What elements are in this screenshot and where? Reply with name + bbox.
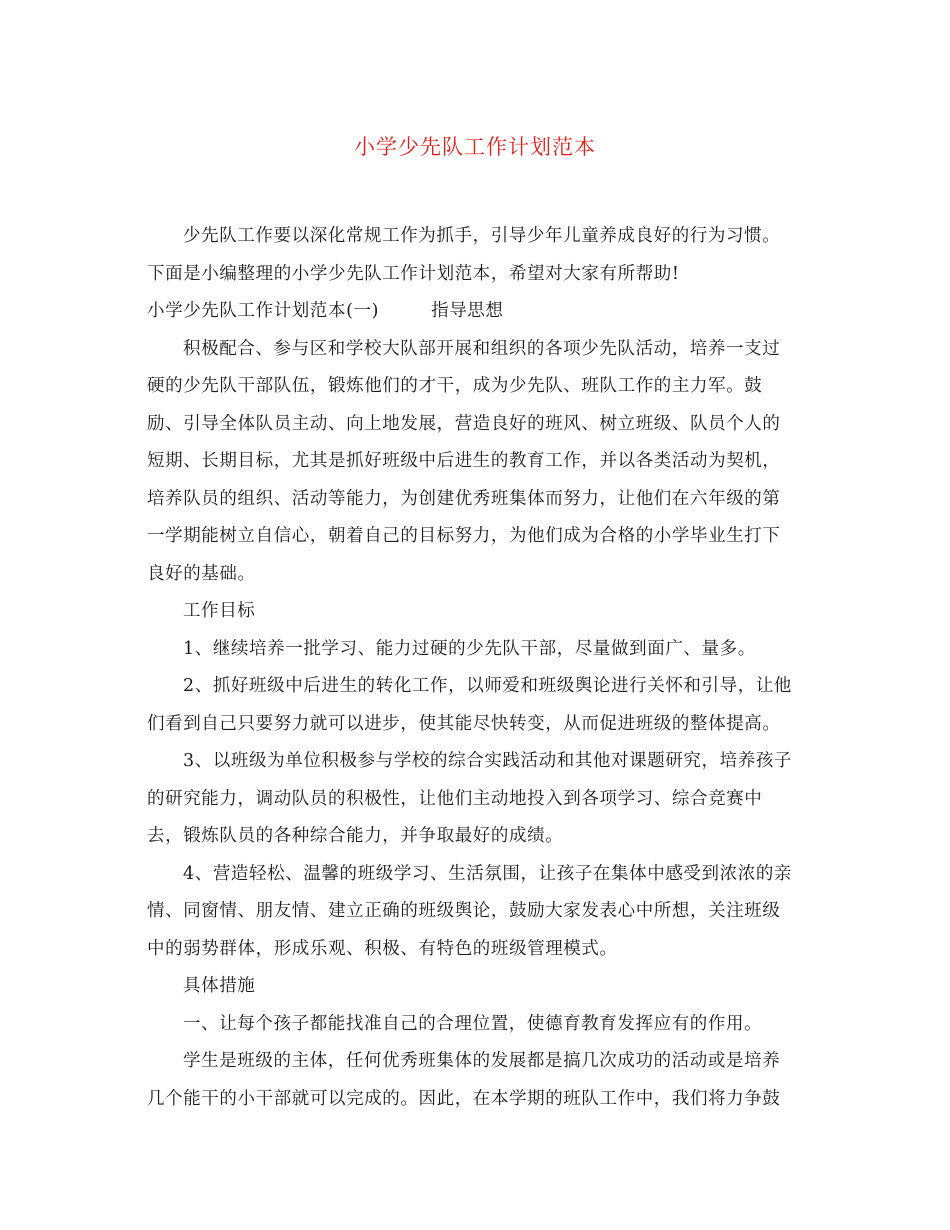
paragraph-line (147, 218, 812, 256)
line-text: 积极配合、参与区和学校大队部开展和组织的各项少先队活动，培养一支过 (183, 338, 781, 359)
paragraph-line (147, 556, 812, 594)
document-title: 小学少先队工作计划范本 (354, 135, 596, 159)
paragraph-line (147, 1081, 812, 1119)
line-text: 一学期能树立自信心，朝着自己的目标努力，为他们成为合格的小学毕业生打下 (147, 526, 781, 546)
line-text: 硬的少先队干部队伍，锻炼他们的才干，成为少先队、班队工作的主力军。鼓 (147, 376, 763, 396)
line-text: 2、抓好班级中后进生的转化工作，以师爱和班级舆论进行关怀和引导，让他 (183, 676, 793, 696)
paragraph-line (147, 518, 812, 556)
paragraph-line (147, 631, 812, 669)
paragraph-line (147, 781, 812, 819)
line-text: 4、营造轻松、温馨的班级学习、生活氛围，让孩子在集体中感受到浓浓的亲 (183, 863, 793, 884)
section-heading: 指导思想 (431, 301, 504, 321)
line-text: 短期、长期目标，尤其是抓好班级中后进生的教育工作，并以各类活动为契机， (147, 451, 781, 471)
line-text: 们看到自己只要努力就可以进步，使其能尽快转变，从而促进班级的整体提高。 (147, 713, 781, 734)
paragraph-line (147, 668, 812, 706)
paragraph-line (147, 856, 812, 894)
paragraph-line (147, 293, 812, 331)
line-text: 学生是班级的主体，任何优秀班集体的发展都是搞几次成功的活动或是培养 (183, 1051, 781, 1071)
paragraph-line (147, 706, 812, 744)
line-text: 去，锻炼队员的各种综合能力，并争取最好的成绩。 (147, 826, 564, 846)
paragraph-line (147, 331, 812, 369)
paragraph-line (147, 931, 812, 969)
line-text: 1、继续培养一批学习、能力过硬的少先队干部，尽量做到面广、量多。 (183, 638, 756, 659)
line-text: 小学少先队工作计划范本(一) (147, 301, 380, 321)
paragraph-line (147, 406, 812, 444)
line-text: 一、让每个孩子都能找准自己的合理位置，使德育教育发挥应有的作用。 (183, 1013, 763, 1034)
line-text: 具体措施 (183, 976, 256, 996)
line-text: 良好的基础。 (147, 563, 256, 584)
line-text: 励、引导全体队员主动、向上地发展，营造良好的班风、树立班级、队员个人的 (147, 413, 781, 434)
line-text: 3、以班级为单位积极参与学校的综合实践活动和其他对课题研究，培养孩子 (183, 751, 793, 771)
paragraph-line (147, 1043, 812, 1081)
line-text: 的研究能力，调动队员的积极性，让他们主动地投入到各项学习、综合竞赛中 (147, 788, 763, 809)
line-text: 情、同窗情、朋友情、建立正确的班级舆论，鼓励大家发表心中所想，关注班级 (147, 901, 781, 921)
line-text: 几个能干的小干部就可以完成的。因此，在本学期的班队工作中，我们将力争鼓 (147, 1088, 781, 1109)
line-text: 少先队工作要以深化常规工作为抓手，引导少年儿童养成良好的行为习惯。 (183, 226, 781, 246)
paragraph-line (147, 743, 812, 781)
line-text: 培养队员的组织、活动等能力，为创建优秀班集体而努力，让他们在六年级的第 (147, 488, 781, 509)
paragraph-line (147, 1006, 812, 1044)
paragraph-line (147, 368, 812, 406)
document-body (147, 218, 812, 1118)
line-text: 下面是小编整理的小学少先队工作计划范本，希望对大家有所帮助! (147, 263, 680, 284)
paragraph-line (147, 968, 812, 1006)
paragraph-line (147, 818, 812, 856)
line-text: 工作目标 (183, 601, 256, 621)
paragraph-line (147, 443, 812, 481)
line-text: 中的弱势群体，形成乐观、积极、有特色的班级管理模式。 (147, 938, 618, 959)
paragraph-line (147, 893, 812, 931)
paragraph-line (147, 256, 812, 294)
paragraph-line (147, 593, 812, 631)
paragraph-line (147, 481, 812, 519)
